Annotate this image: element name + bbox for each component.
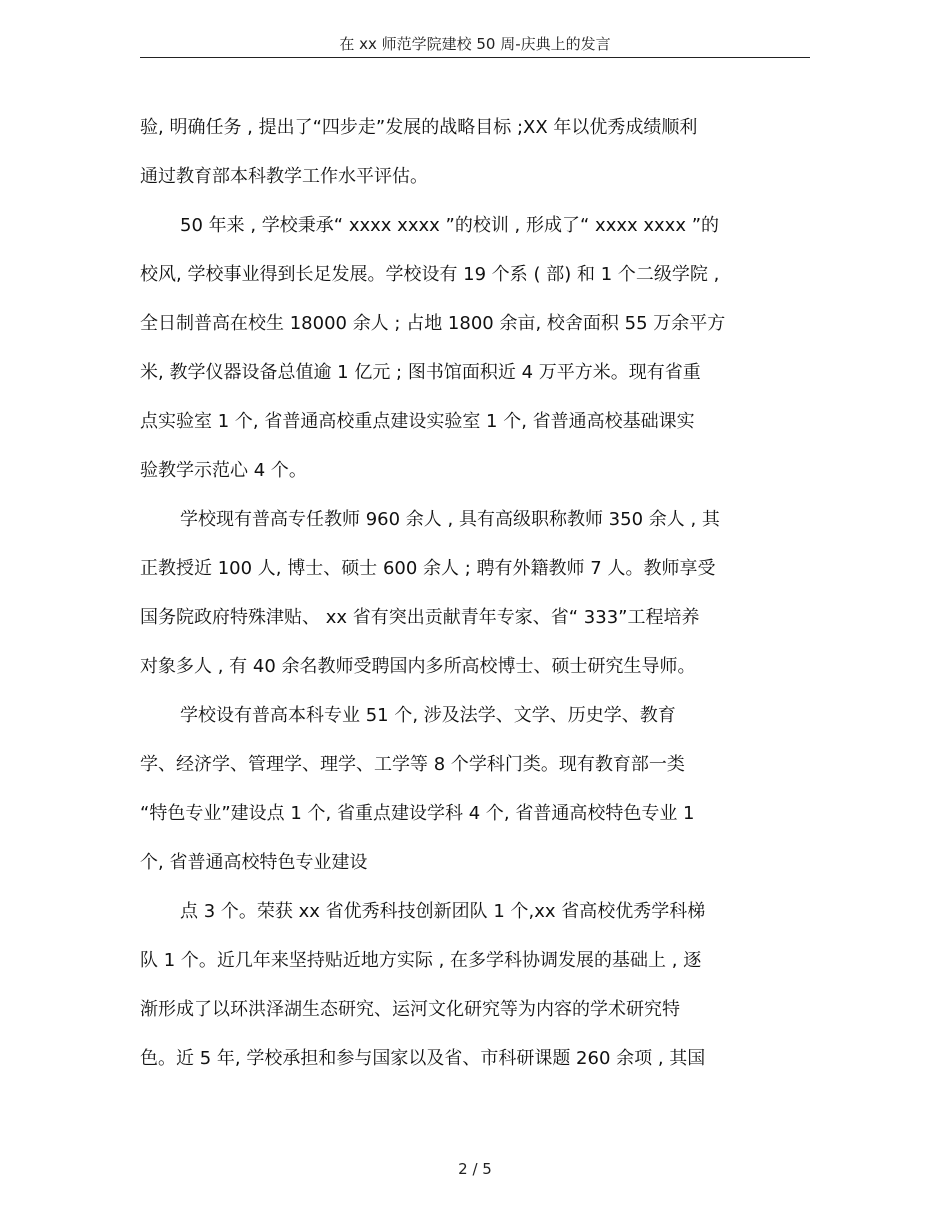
text-line: 通过教育部本科教学工作水平评估。 <box>140 166 428 187</box>
text-line: 学、经济学、管理学、理学、工学等 8 个学科门类。现有教育部一类 <box>140 754 685 775</box>
text-line: 全日制普高在校生 18000 余人 ; 占地 1800 余亩, 校舍面积 55 万余平方 <box>140 313 726 334</box>
document-body <box>140 113 810 1093</box>
text-line: 学校设有普高本科专业 51 个, 涉及法学、文学、历史学、教育 <box>180 705 676 726</box>
text-line: 验, 明确任务 , 提出了“四步走”发展的战略目标 ;XX 年以优秀成绩顺利 <box>140 117 698 138</box>
text-line: 点 3 个。荣获 xx 省优秀科技创新团队 1 个,xx 省高校优秀学科梯 <box>180 901 706 922</box>
text-line: 校风, 学校事业得到长足发展。学校设有 19 个系 ( 部) 和 1 个二级学院 , <box>140 264 720 285</box>
text-line: 验教学示范心 4 个。 <box>140 460 307 481</box>
text-line: 米, 教学仪器设备总值逾 1 亿元 ; 图书馆面积近 4 万平方米。现有省重 <box>140 362 701 383</box>
header-divider <box>140 57 810 58</box>
text-line: 个, 省普通高校特色专业建设 <box>140 852 368 873</box>
page-header-title: 在 xx 师范学院建校 50 周-庆典上的发言 <box>339 35 611 53</box>
text-line: 对象多人 , 有 40 余名教师受聘国内多所高校博士、硕士研究生导师。 <box>140 656 696 677</box>
text-line: 国务院政府特殊津贴、 xx 省有突出贡献青年专家、省“ 333”工程培养 <box>140 607 700 628</box>
text-line: 色。近 5 年, 学校承担和参与国家以及省、市科研课题 260 余项 , 其国 <box>140 1048 706 1069</box>
text-line: 渐形成了以环洪泽湖生态研究、运河文化研究等为内容的学术研究特 <box>140 999 680 1020</box>
text-line: 正教授近 100 人, 博士、硕士 600 余人 ; 聘有外籍教师 7 人。教师享受 <box>140 558 716 579</box>
text-line: 50 年来 , 学校秉承“ xxxx xxxx ”的校训 , 形成了“ xxxx xxxx ”的 <box>180 215 720 236</box>
text-line: “特色专业”建设点 1 个, 省重点建设学科 4 个, 省普通高校特色专业 1 <box>140 803 695 824</box>
page-number: 2 / 5 <box>458 1160 492 1178</box>
text-line: 点实验室 1 个, 省普通高校重点建设实验室 1 个, 省普通高校基础课实 <box>140 411 695 432</box>
text-line: 队 1 个。近几年来坚持贴近地方实际 , 在多学科协调发展的基础上 , 逐 <box>140 950 702 971</box>
text-line: 学校现有普高专任教师 960 余人 , 具有高级职称教师 350 余人 , 其 <box>180 509 720 530</box>
